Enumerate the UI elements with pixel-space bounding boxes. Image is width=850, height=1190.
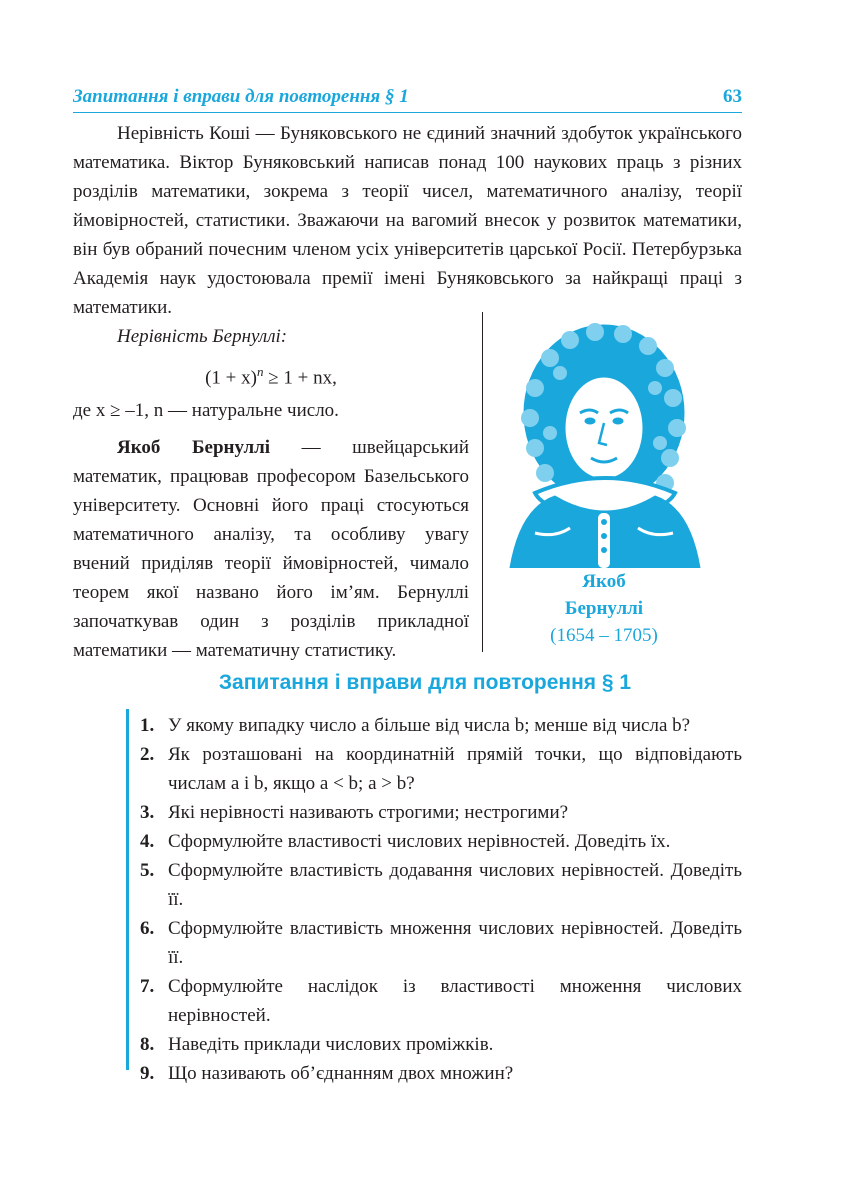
list-item: 9. Що називають об’єднанням двох множин? — [140, 1063, 514, 1084]
caption-name-line1: Якоб — [582, 571, 626, 592]
header-title: Запитання і вправи для повторення § 1 — [73, 86, 409, 107]
list-item: 8. Наведіть приклади числових проміжків. — [140, 1034, 494, 1055]
caption-years: (1654 – 1705) — [550, 625, 658, 646]
list-item: 6. Сформулюйте властивість множення числових нерівностей. Доведіть її. — [140, 918, 742, 968]
portrait-caption — [505, 568, 703, 649]
bio-name: Якоб Бернуллі — [117, 437, 271, 459]
questions-accent-bar — [126, 709, 129, 1070]
bio-text: — швейцарський математик, працював професором Базельського університету. Основні його праці стосуються математичного аналізу, та особливу увагу вчений приділяв теорії ймовірностей, чимало теорем якої названо його ім’ям. Бернуллі започаткував один з розділів прикладної математики — математичну статистику. — [73, 437, 469, 662]
bernoulli-portrait — [505, 318, 703, 568]
questions-title: Запитання і вправи для повторення § 1 — [218, 671, 632, 694]
column-divider — [482, 312, 483, 652]
header-rule — [73, 112, 742, 113]
list-item: 3. Які нерівності називають строгими; нестрогими? — [140, 802, 569, 823]
list-item: 1. У якому випадку число a більше від числа b; менше від числа b? — [140, 715, 691, 736]
list-item: 7. Сформулюйте наслідок із властивості множення числових нерівностей. — [140, 976, 742, 1026]
formula-exponent: n — [256, 364, 264, 379]
questions-list — [140, 711, 742, 1088]
formula-label: Нерівність Бернуллі: — [117, 326, 288, 347]
formula-rhs: ≥ 1 + nx — [268, 367, 333, 389]
bernoulli-section — [73, 322, 469, 665]
running-header — [73, 84, 742, 114]
list-item: 2. Як розташовані на координатній прямій точки, що відповідають числам a і b, якщо a < b; a > b? — [140, 744, 742, 794]
caption-name-line2: Бернуллі — [564, 598, 644, 619]
formula-note: де x ≥ –1, n — натуральне число. — [73, 400, 339, 422]
formula-lhs: (1 + x) — [205, 367, 257, 389]
intro-paragraph: Нерівність Коші — Буняковського не єдиний значний здобуток українського математика. Віктор Буняковський написав понад 100 наукових праць з різних розділів математики, зокрема з теорії чисел, математичного аналізу, теорії ймовірностей, статистики. Зважаючи на вагомий внесок у розвиток математики, він був обраний почесним членом усіх університетів царської Росії. Петербурзька Академія наук удостоювала премії імені Буняковського за найкращі праці з математики. — [73, 123, 742, 318]
bernoulli-bio — [73, 433, 469, 665]
bernoulli-formula — [73, 357, 469, 392]
page-number: 63 — [723, 86, 742, 107]
list-item: 4. Сформулюйте властивості числових нерівностей. Доведіть їх. — [140, 831, 671, 852]
formula-tail: , — [332, 367, 337, 389]
list-item: 5. Сформулюйте властивість додавання числових нерівностей. Доведіть її. — [140, 860, 742, 910]
